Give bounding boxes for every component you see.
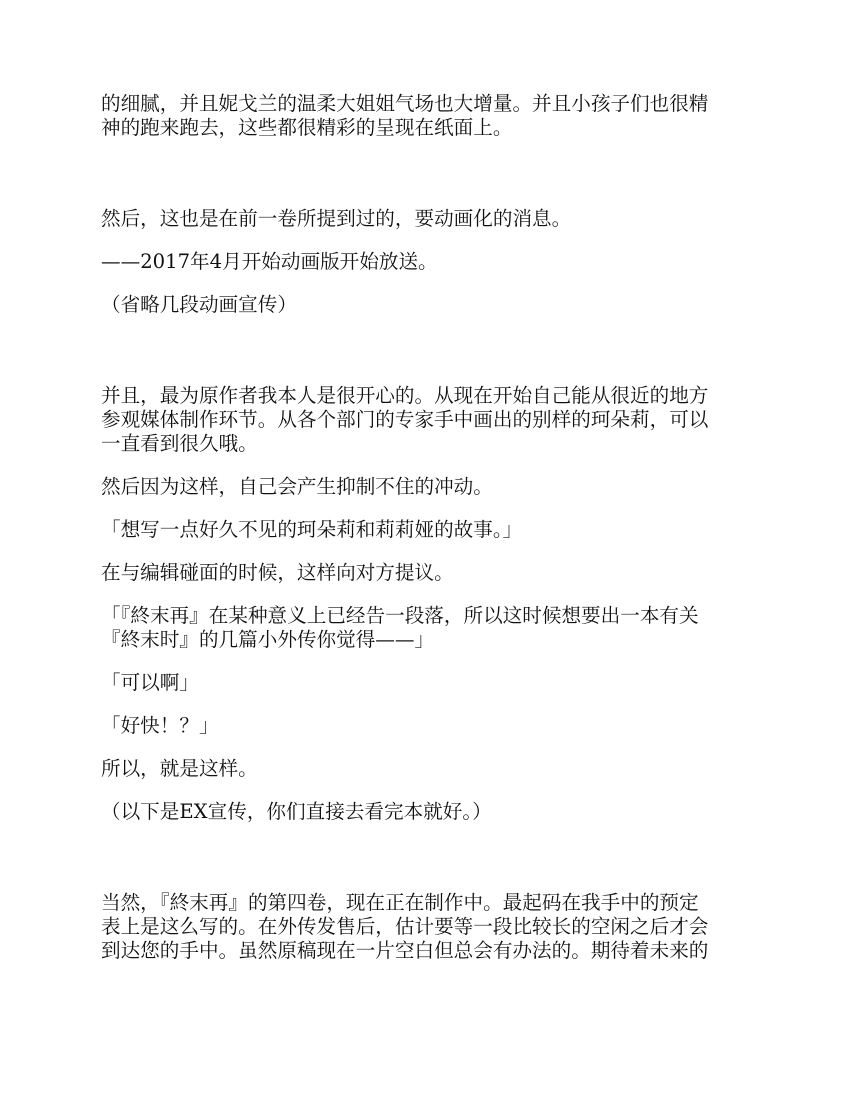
text-line: 参观媒体制作环节。从各个部门的专家手中画出的别样的珂朵莉，可以 xyxy=(101,408,709,431)
paragraph-10 xyxy=(101,671,749,695)
paragraph-8 xyxy=(101,561,749,585)
paragraph-9 xyxy=(101,604,749,652)
text-line: 一直看到很久哦。 xyxy=(101,432,258,455)
text-line: 「好快！？」 xyxy=(101,714,219,737)
paragraph-12 xyxy=(101,757,749,781)
text-line: 「想写一点好久不见的珂朵莉和莉莉娅的故事。」 xyxy=(101,518,523,541)
text-line: 表上是这么写的。在外传发售后，估计要等一段比较长的空闲之后才会 xyxy=(101,915,709,938)
paragraph-6 xyxy=(101,475,749,499)
text-line: 「可以啊」 xyxy=(101,671,199,694)
paragraph-gap xyxy=(101,336,749,384)
text-line: 所以，就是这样。 xyxy=(101,757,258,780)
text-line: ——2017年4月开始动画版开始放送。 xyxy=(101,250,438,273)
text-line: 『終末时』的几篇小外传你觉得——」 xyxy=(101,628,435,651)
paragraph-gap xyxy=(101,159,749,207)
text-line: 并且，最为原作者我本人是很开心的。从现在开始自己能从很近的地方 xyxy=(101,384,709,407)
text-line: （以下是EX宣传，你们直接去看完本就好。） xyxy=(101,800,492,823)
paragraph-5 xyxy=(101,384,749,456)
text-line: 当然，『終末再』的第四卷，现在正在制作中。最起码在我手中的预定 xyxy=(101,891,699,914)
document-page xyxy=(101,92,749,982)
text-line: 在与编辑碰面的时候，这样向对方提议。 xyxy=(101,561,454,584)
text-line: 然后，这也是在前一卷所提到过的，要动画化的消息。 xyxy=(101,207,572,230)
text-line: 然后因为这样，自己会产生抑制不住的冲动。 xyxy=(101,475,493,498)
paragraph-11 xyxy=(101,714,749,738)
text-line: 的细腻，并且妮戈兰的温柔大姐姐气场也大增量。并且小孩子们也很精 xyxy=(101,92,709,115)
text-line: （省略几段动画宣传） xyxy=(101,293,297,316)
text-line: 到达您的手中。虽然原稿现在一片空白但总会有办法的。期待着未来的 xyxy=(101,939,709,962)
paragraph-gap xyxy=(101,843,749,891)
text-line: 神的跑来跑去，这些都很精彩的呈现在纸面上。 xyxy=(101,116,513,139)
paragraph-13 xyxy=(101,800,749,824)
paragraph-4 xyxy=(101,293,749,317)
paragraph-7 xyxy=(101,518,749,542)
paragraph-3 xyxy=(101,250,749,274)
paragraph-1 xyxy=(101,92,749,140)
text-line: 「『終末再』在某种意义上已经告一段落，所以这时候想要出一本有关 xyxy=(101,604,699,627)
paragraph-2 xyxy=(101,207,749,231)
paragraph-14 xyxy=(101,891,749,963)
